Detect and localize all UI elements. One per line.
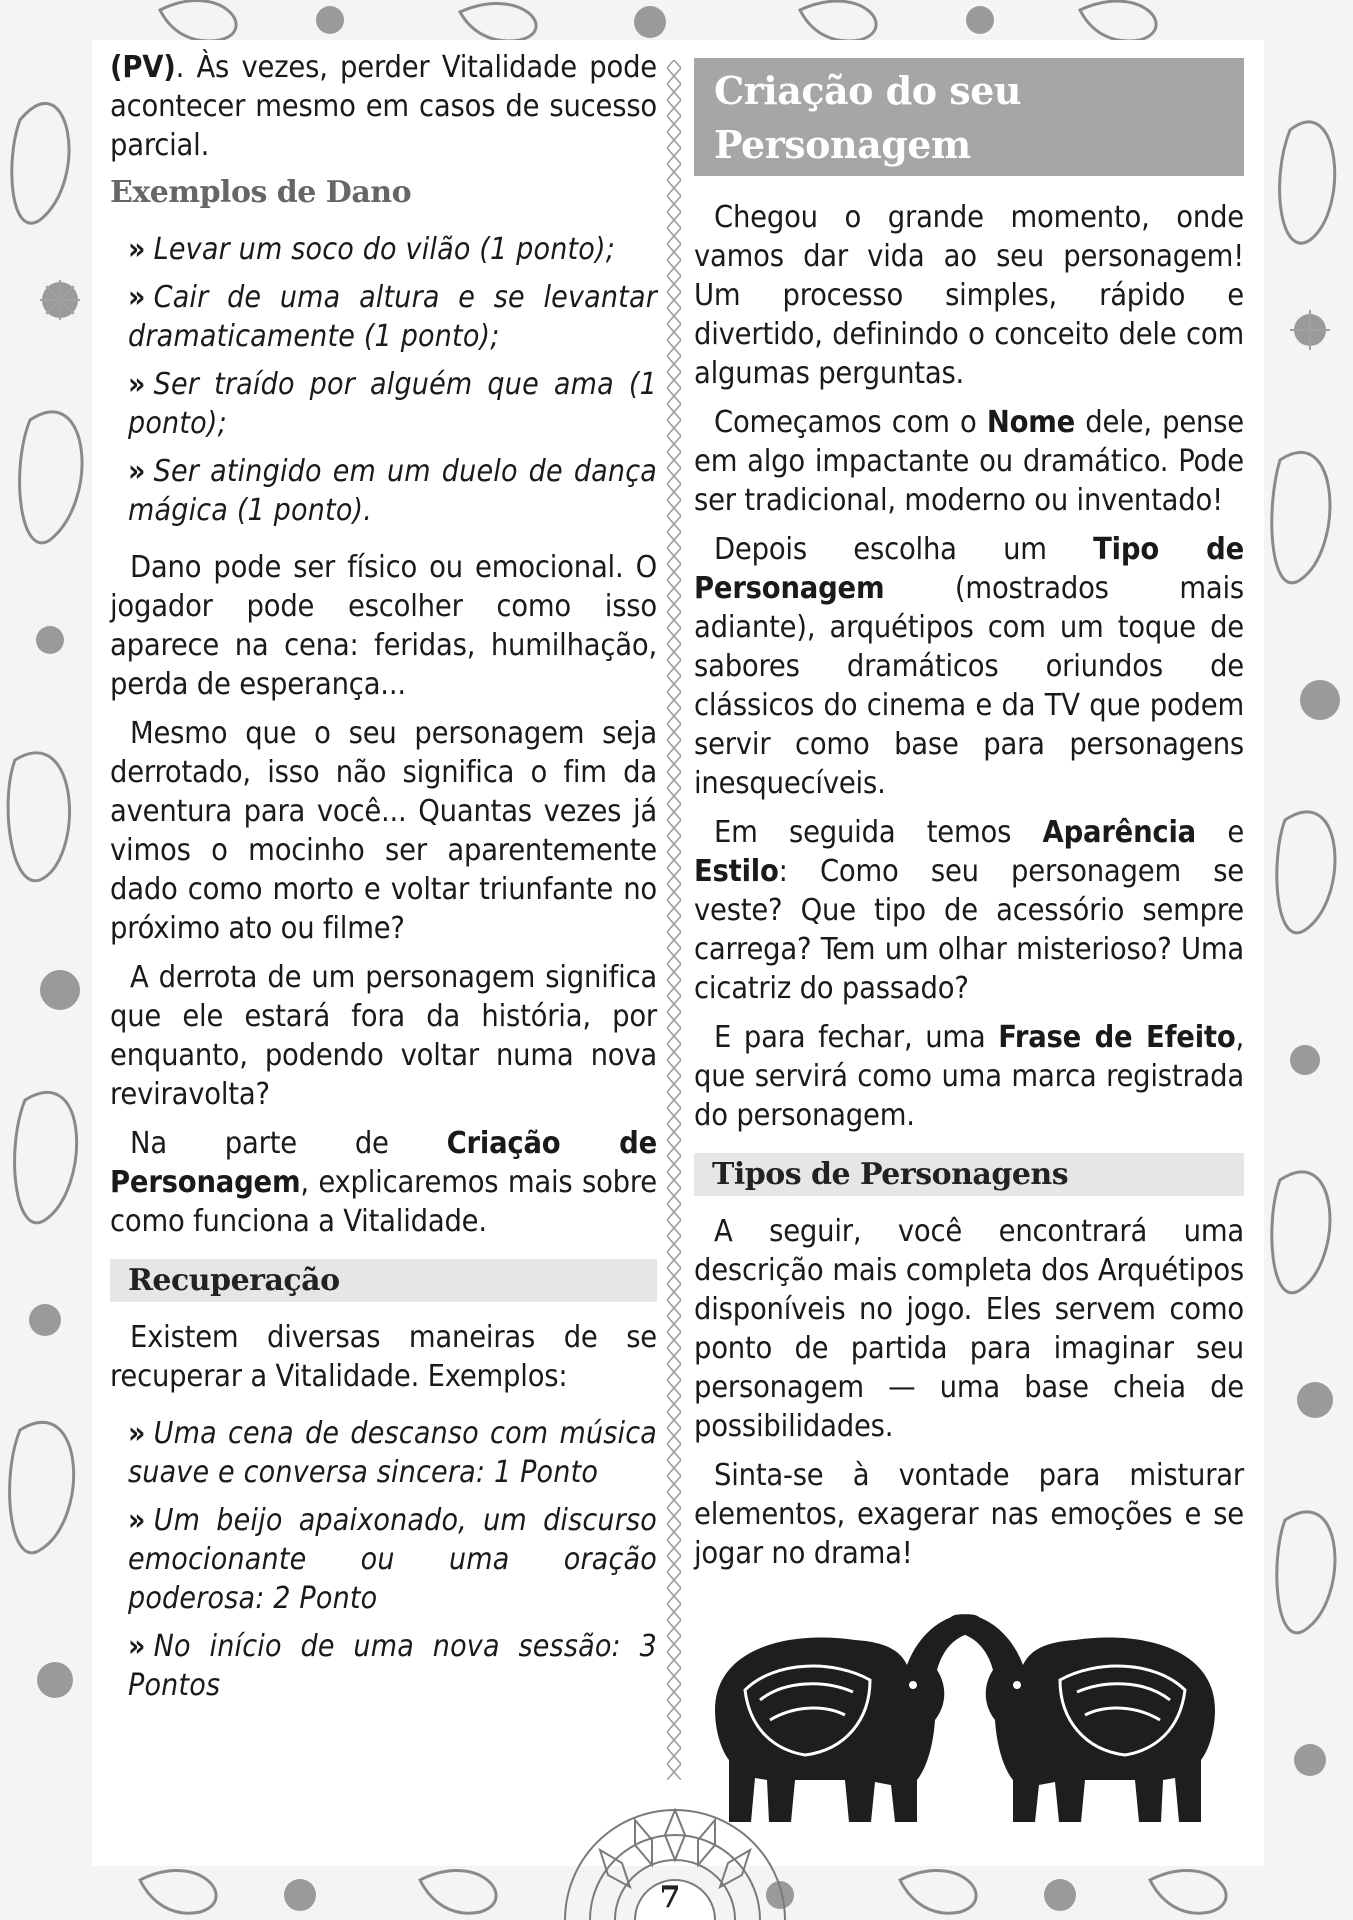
recovery-heading: Recuperação (110, 1259, 657, 1302)
recovery-example-item: » No início de uma nova sessão: 3 Pontos (128, 1629, 657, 1703)
damage-examples-heading: Exemplos de Dano (110, 175, 412, 210)
recovery-example-item: » Uma cena de descanso com música suave e conversa sincera: 1 Ponto (128, 1416, 657, 1490)
section-title-line-1: Criação do seu (714, 68, 1022, 113)
archetypes-paragraph: A seguir, você encontrará uma descrição mais completa dos Arquétipos disponíveis no jogo. Eles servem como ponto de partida para imaginar seu personagem — uma base cheia de possibilidades. (694, 1214, 1244, 1444)
closing-paragraph: Sinta-se à vontade para misturar elementos, exagerar nas emoções e se jogar no drama! (694, 1458, 1244, 1571)
intro-paragraph: (PV). Às vezes, perder Vitalidade pode acontecer mesmo em casos de sucesso parcial. (110, 50, 657, 163)
right-column (694, 52, 1244, 1583)
damage-example-item: » Ser traído por alguém que ama (1 ponto); (128, 367, 657, 441)
intro-creation-paragraph: Chegou o grande momento, onde vamos dar vida ao seu personagem! Um processo simples, rápido e divertido, definindo o conceito dele com algumas perguntas. (694, 200, 1244, 391)
section-title-line-2: Personagem (714, 122, 971, 167)
elephants-illustration (685, 1590, 1245, 1830)
recovery-intro-paragraph: Existem diversas maneiras de se recuperar a Vitalidade. Exemplos: (110, 1320, 657, 1394)
defeat-paragraph: Mesmo que o seu personagem seja derrotado, isso não significa o fim da aventura para você... Quantas vezes já vimos o mocinho ser aparentemente dado como morto e voltar triunfante no próximo ato ou filme? (110, 716, 657, 946)
damage-paragraph: Dano pode ser físico ou emocional. O jogador pode escolher como isso aparece na cena: feridas, humilhação, perda de esperança... (110, 550, 657, 702)
name-paragraph: Começamos com o Nome dele, pense em algo impactante ou dramático. Pode ser tradicional, moderno ou inventado! (694, 405, 1244, 518)
page-number: 7 (659, 1880, 681, 1915)
appearance-paragraph: Em seguida temos Aparência e Estilo: Como seu personagem se veste? Que tipo de acessório sempre carrega? Tem um olhar misterioso? Uma cicatriz do passado? (694, 815, 1245, 1006)
catchphrase-paragraph: E para fechar, uma Frase de Efeito, que servirá como uma marca registrada do personagem. (694, 1020, 1244, 1133)
damage-example-item: » Levar um soco do vilão (1 ponto); (128, 232, 616, 267)
left-column (110, 48, 657, 1714)
defeat-paragraph-2: A derrota de um personagem significa que ele estará fora da história, por enquanto, podendo voltar numa nova reviravolta? (110, 960, 657, 1112)
type-paragraph: Depois escolha um Tipo de Personagem (mostrados mais adiante), arquétipos com um toque de sabores dramáticos oriundos de clássicos do cinema e da TV que podem servir como base para personagens inesquecíveis. (694, 532, 1244, 801)
character-types-heading: Tipos de Personagens (694, 1153, 1244, 1196)
creation-reference-paragraph: Na parte de Criação de Personagem, explicaremos mais sobre como funciona a Vitalidade. (110, 1126, 657, 1239)
recovery-example-item: » Um beijo apaixonado, um discurso emocionante ou uma oração poderosa: 2 Ponto (128, 1503, 657, 1616)
column-divider (667, 60, 681, 1780)
damage-example-item: » Cair de uma altura e se levantar dramaticamente (1 ponto); (128, 280, 657, 354)
damage-example-item: » Ser atingido em um duelo de dança mágica (1 ponto). (128, 454, 657, 528)
section-title-box (694, 58, 1244, 176)
